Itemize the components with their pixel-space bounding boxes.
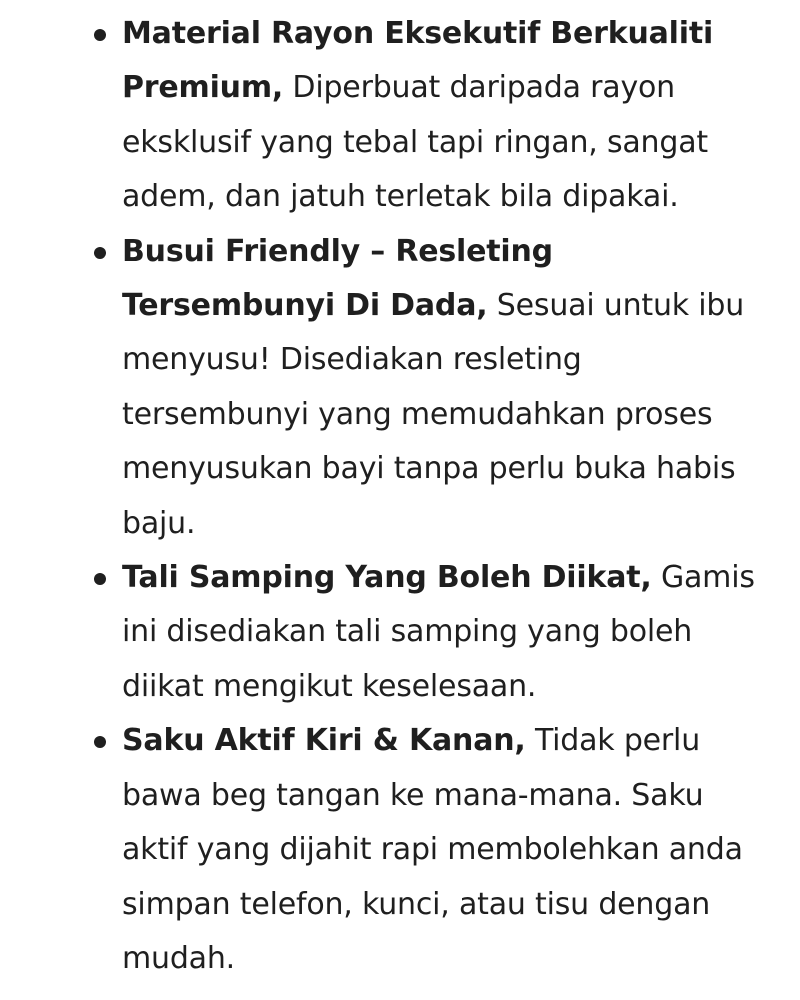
list-item — [122, 551, 762, 714]
feature-description: Diperbuat daripada rayon eksklusif yang tebal tapi ringan, sangat adem, dan jatuh terletak bila dipakai. — [122, 70, 708, 215]
feature-title: Busui Friendly – Resleting Tersembunyi Di Dada, — [122, 233, 553, 324]
list-item — [122, 714, 762, 986]
list-item — [122, 7, 762, 225]
feature-title: Saku Aktif Kiri & Kanan, — [122, 723, 526, 759]
feature-description: Sesuai untuk ibu menyusu! Disediakan resleting tersembunyi yang memudahkan proses menyusukan bayi tanpa perlu buka habis baju. — [122, 288, 745, 541]
list-item — [122, 225, 762, 551]
feature-title: Material Rayon Eksekutif Berkualiti Premium, — [122, 16, 714, 106]
feature-description: Gamis ini disediakan tali samping yang boleh diikat mengikut keselesaan. — [122, 560, 755, 704]
bullet-icon — [94, 736, 106, 748]
feature-title: Tali Samping Yang Boleh Diikat, — [122, 560, 652, 596]
feature-list — [122, 7, 762, 986]
feature-description: Tidak perlu bawa beg tangan ke mana-mana. Saku aktif yang dijahit rapi membolehkan anda simpan telefon, kunci, atau tisu dengan mudah. — [122, 723, 743, 976]
bullet-icon — [94, 573, 106, 585]
product-description — [122, 7, 762, 986]
bullet-icon — [94, 247, 106, 259]
bullet-icon — [94, 29, 106, 41]
